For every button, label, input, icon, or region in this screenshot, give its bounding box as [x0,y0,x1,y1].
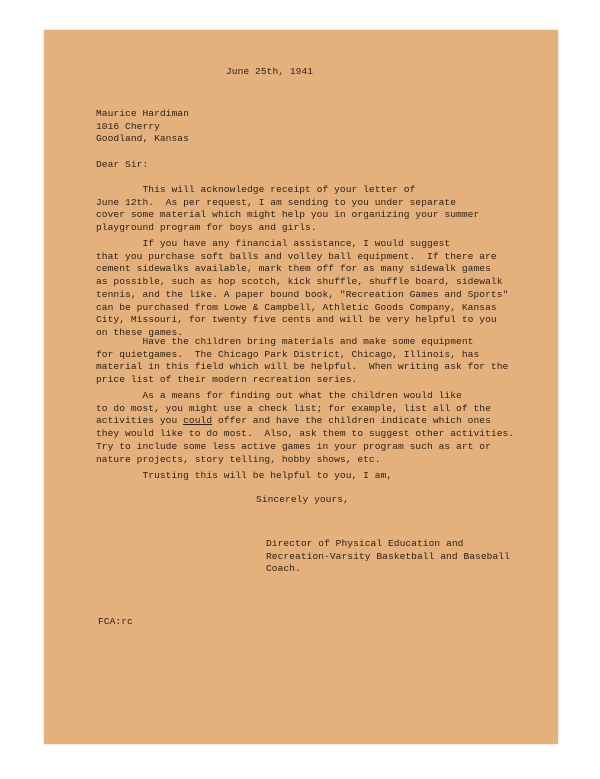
text-line: As a means for finding out what the children would like [96,390,462,401]
text-line: June 12th. As per request, I am sending to you under separate [96,196,457,208]
recipient-name: Maurice Hardiman [96,108,189,119]
text-line: If you have any financial assistance, I would suggest [96,238,451,249]
text-line: cement sidewalks available, mark them off for as many sidewalk games [96,263,491,275]
text-line: material in this field which will be helpful. When writing ask for the [96,361,509,373]
letter-date: June 25th, 1941 [226,66,314,77]
text-line: that you purchase soft balls and volley ball equipment. If there are [96,250,497,262]
text-fragment: offer and have the children indicate which ones [212,415,491,427]
text-line: can be purchased from Lowe & Campbell, Athletic Goods Company, Kansas [96,301,497,313]
recipient-street: 1016 Cherry [96,120,160,132]
text-line: to do most, you might use a check list; for example, list all of the [96,402,491,414]
complimentary-close: Sincerely yours, [256,494,349,505]
recipient-city: Goodland, Kansas [96,133,189,145]
paragraph-closing-remark: Trusting this will be helpful to you, I am, [96,470,393,481]
text-line: on these games. [96,326,184,338]
signature-line: Recreation-Varsity Basketball and Baseball [266,550,510,562]
text-line: City, Missouri, for twenty five cents and will be very helpful to you [96,314,497,326]
paragraph-quiet-games [96,336,508,387]
text-line: Try to include some less active games in your program such as art or [96,440,491,452]
salutation: Dear Sir: [96,159,149,170]
text-line: price list of their modern recreation series. [96,374,358,386]
text-line: as possible, such as hop scotch, kick shuffle, shuffle board, sidewalk [96,276,503,288]
signature-block [266,538,510,576]
paragraph-acknowledgement [96,184,479,235]
text-line: This will acknowledge receipt of your letter of [96,184,416,195]
text-line: playground program for boys and girls. [96,222,317,234]
reference-initials: FCA:rc [98,616,133,627]
paragraph-equipment [96,238,508,340]
recipient-address [96,108,189,146]
text-line [96,415,491,426]
signature-line: Director of Physical Education and [266,538,464,549]
paragraph-check-list [96,390,514,466]
text-fragment: activities you [96,415,184,427]
text-line: they would like to do most. Also, ask them to suggest other activities. [96,428,515,440]
underlined-word: could [183,415,213,427]
signature-line: Coach. [266,563,301,575]
text-line: cover some material which might help you in organizing your summer [96,209,480,221]
text-line: tennis, and the like. A paper bound book, "Recreation Games and Sports" [96,288,509,300]
text-line: Have the children bring materials and make some equipment [96,336,474,347]
text-line: nature projects, story telling, hobby shows, etc. [96,453,381,465]
text-line: for quietgames. The Chicago Park District, Chicago, Illinois, has [96,348,480,360]
